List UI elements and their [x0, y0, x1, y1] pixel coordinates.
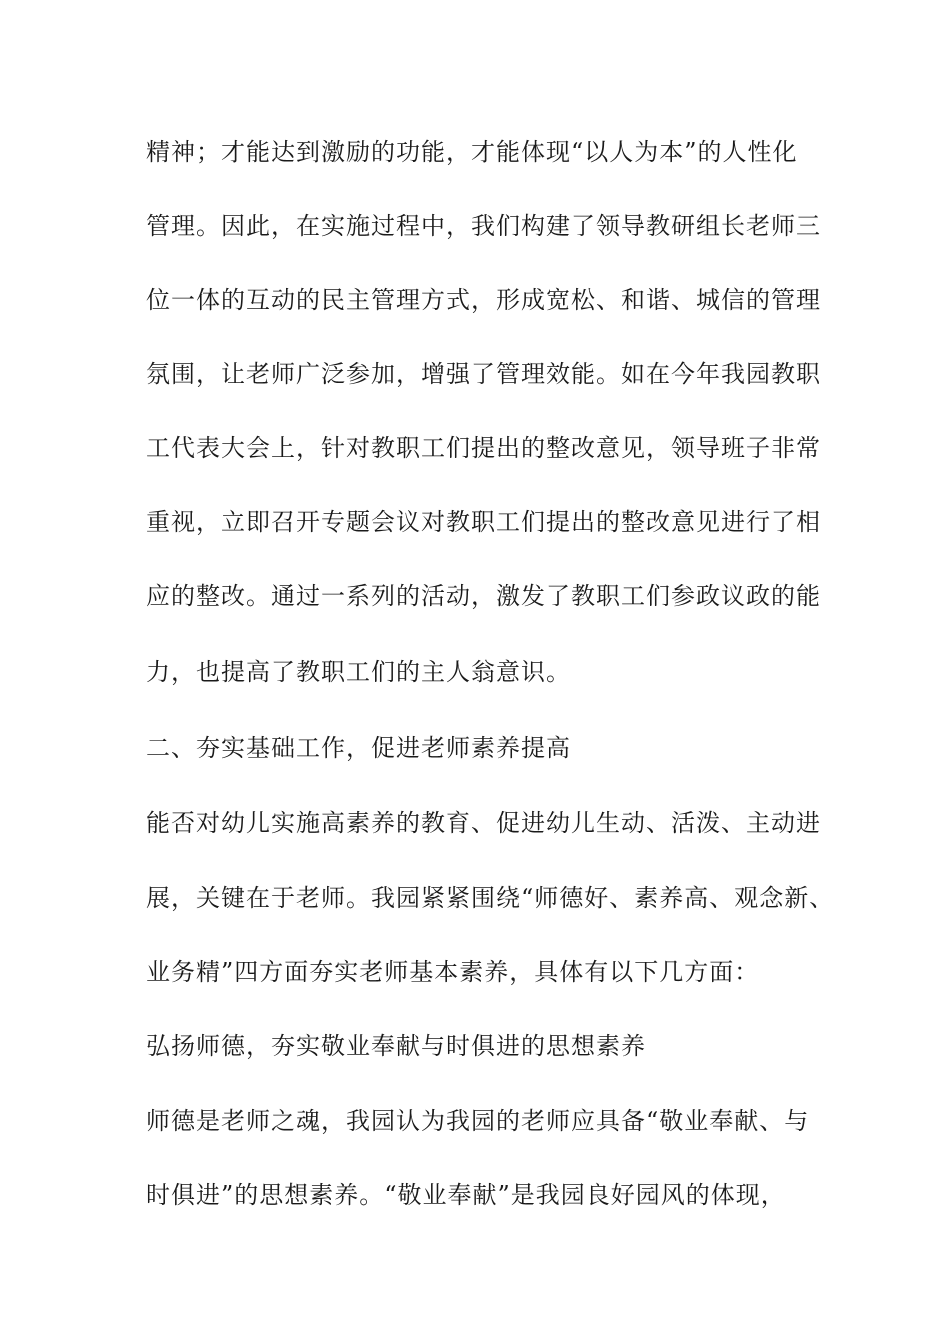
paragraph-line: 氛围，让老师广泛参加，增强了管理效能。如在今年我园教职 [146, 360, 821, 388]
paragraph-line: 工代表大会上，针对教职工们提出的整改意见，领导班子非常 [146, 434, 821, 462]
paragraph-line: 精神；才能达到激励的功能，才能体现“以人为本”的人性化 [146, 138, 798, 166]
section-heading: 二、夯实基础工作，促进老师素养提高 [146, 734, 571, 762]
paragraph-line: 位一体的互动的民主管理方式，形成宽松、和谐、城信的管理 [146, 286, 821, 314]
paragraph-line: 管理。因此，在实施过程中，我们构建了领导教研组长老师三 [146, 212, 821, 240]
paragraph-line: 应的整改。通过一系列的活动，激发了教职工们参政议政的能 [146, 582, 821, 610]
paragraph-line: 力，也提高了教职工们的主人翁意识。 [146, 658, 571, 686]
paragraph-line: 业务精”四方面夯实老师基本素养，具体有以下几方面： [146, 958, 760, 986]
subsection-heading: 弘扬师德，夯实敬业奉献与时俱进的思想素养 [146, 1032, 646, 1060]
paragraph-line: 重视，立即召开专题会议对教职工们提出的整改意见进行了相 [146, 508, 821, 536]
paragraph-line: 能否对幼儿实施高素养的教育、促进幼儿生动、活泼、主动进 [146, 809, 821, 837]
paragraph-line: 展，关键在于老师。我园紧紧围绕“师德好、素养高、观念新、 [146, 884, 835, 912]
paragraph-line: 师德是老师之魂，我园认为我园的老师应具备“敬业奉献、与 [146, 1107, 810, 1135]
paragraph-line: 时俱进”的思想素养。“敬业奉献”是我园良好园风的体现， [146, 1181, 786, 1209]
